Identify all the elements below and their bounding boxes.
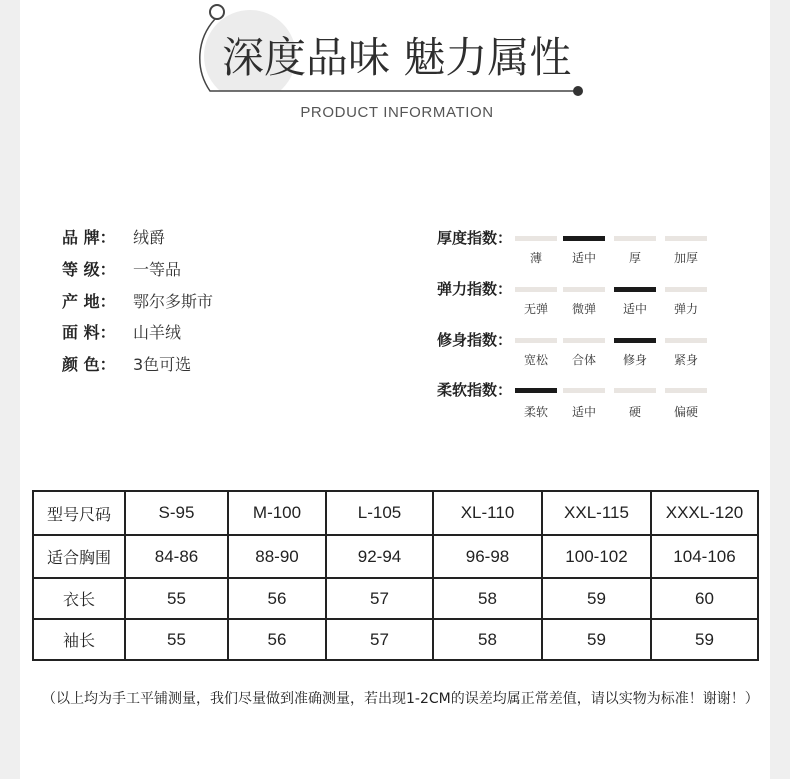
- size-cell: 88-90: [228, 535, 326, 578]
- table-row: [33, 535, 758, 578]
- index-level-bar: [665, 287, 707, 292]
- table-row: [33, 491, 758, 535]
- index-level-bar: [563, 236, 605, 241]
- size-cell: 100-102: [542, 535, 651, 578]
- index-option-label: 弹力: [673, 302, 698, 316]
- measurement-note: （以上均为手工平铺测量，我们尽量做到准确测量，若出现1-2CM的误差均属正常差值，请以实物为标准！谢谢！）: [42, 691, 759, 707]
- index-option-label: 适中: [571, 251, 596, 265]
- size-cell: 55: [125, 619, 228, 660]
- index-level-bar: [515, 388, 557, 393]
- index-option-label: 紧身: [673, 353, 698, 367]
- size-cell: 84-86: [125, 535, 228, 578]
- index-option-label: 厚: [628, 251, 641, 265]
- size-cell: 59: [542, 578, 651, 619]
- index-name: 柔软指数：: [437, 381, 513, 399]
- index-level-bar: [665, 338, 707, 343]
- index-level-bar: [563, 338, 605, 343]
- index-option-label: 微弹: [571, 302, 596, 316]
- size-cell: 57: [326, 578, 433, 619]
- index-name: 厚度指数：: [437, 229, 513, 247]
- index-row-elasticity: [437, 280, 717, 320]
- size-cell: 92-94: [326, 535, 433, 578]
- size-cell: 60: [651, 578, 758, 619]
- index-option-label: 加厚: [673, 251, 698, 265]
- index-option-label: 无弹: [523, 302, 548, 316]
- index-row-softness: [437, 381, 717, 421]
- index-level-bar: [563, 388, 605, 393]
- info-value-brand: 绒爵: [133, 228, 166, 247]
- page-title: 深度品味 魅力属性: [222, 33, 572, 82]
- index-option-label: 适中: [622, 302, 647, 316]
- index-level-bar: [563, 287, 605, 292]
- left-margin: [0, 0, 20, 779]
- index-option-label: 薄: [529, 251, 542, 265]
- row-label: 型号尺码: [33, 491, 125, 535]
- index-level-bar: [614, 287, 656, 292]
- info-value-material: 山羊绒: [133, 323, 182, 342]
- size-cell: 57: [326, 619, 433, 660]
- index-level-bar: [515, 236, 557, 241]
- index-name: 修身指数：: [437, 331, 513, 349]
- info-value-origin: 鄂尔多斯市: [133, 292, 214, 311]
- index-level-bar: [665, 236, 707, 241]
- size-cell: 58: [433, 578, 542, 619]
- index-level-bar: [515, 287, 557, 292]
- index-level-bar: [614, 338, 656, 343]
- size-cell: 58: [433, 619, 542, 660]
- header-small-circle: [210, 5, 224, 19]
- index-option-label: 适中: [571, 405, 596, 419]
- size-table: [32, 490, 759, 661]
- size-cell: 56: [228, 578, 326, 619]
- header-end-dot: [573, 86, 583, 96]
- info-label-material: 面 料：: [62, 323, 116, 342]
- index-level-bar: [665, 388, 707, 393]
- page-subtitle: PRODUCT INFORMATION: [300, 104, 494, 121]
- info-label-origin: 产 地：: [62, 292, 116, 311]
- size-cell: 104-106: [651, 535, 758, 578]
- index-level-bar: [515, 338, 557, 343]
- index-level-bar: [614, 388, 656, 393]
- size-cell: L-105: [326, 491, 433, 535]
- size-cell: 59: [651, 619, 758, 660]
- index-level-bar: [614, 236, 656, 241]
- row-label: 适合胸围: [33, 535, 125, 578]
- index-option-label: 柔软: [523, 405, 548, 419]
- index-option-label: 宽松: [523, 353, 548, 367]
- info-value-grade: 一等品: [133, 260, 182, 279]
- index-row-fit: [437, 331, 717, 371]
- right-margin: [770, 0, 790, 779]
- info-label-brand: 品 牌：: [62, 228, 116, 247]
- size-cell: XL-110: [433, 491, 542, 535]
- size-cell: 56: [228, 619, 326, 660]
- row-label: 袖长: [33, 619, 125, 660]
- index-option-label: 硬: [628, 405, 641, 419]
- index-name: 弹力指数：: [437, 280, 513, 298]
- table-row: [33, 578, 758, 619]
- size-cell: S-95: [125, 491, 228, 535]
- size-cell: 59: [542, 619, 651, 660]
- size-cell: M-100: [228, 491, 326, 535]
- index-option-label: 偏硬: [673, 405, 698, 419]
- size-cell: XXXL-120: [651, 491, 758, 535]
- table-row: [33, 619, 758, 660]
- size-cell: 55: [125, 578, 228, 619]
- info-label-grade: 等 级：: [62, 260, 116, 279]
- info-label-color: 颜 色：: [62, 355, 116, 374]
- row-label: 衣长: [33, 578, 125, 619]
- index-row-thickness: [437, 229, 717, 269]
- size-cell: 96-98: [433, 535, 542, 578]
- info-value-color: 3色可选: [133, 355, 192, 374]
- index-option-label: 合体: [571, 353, 596, 367]
- size-cell: XXL-115: [542, 491, 651, 535]
- index-option-label: 修身: [622, 353, 647, 367]
